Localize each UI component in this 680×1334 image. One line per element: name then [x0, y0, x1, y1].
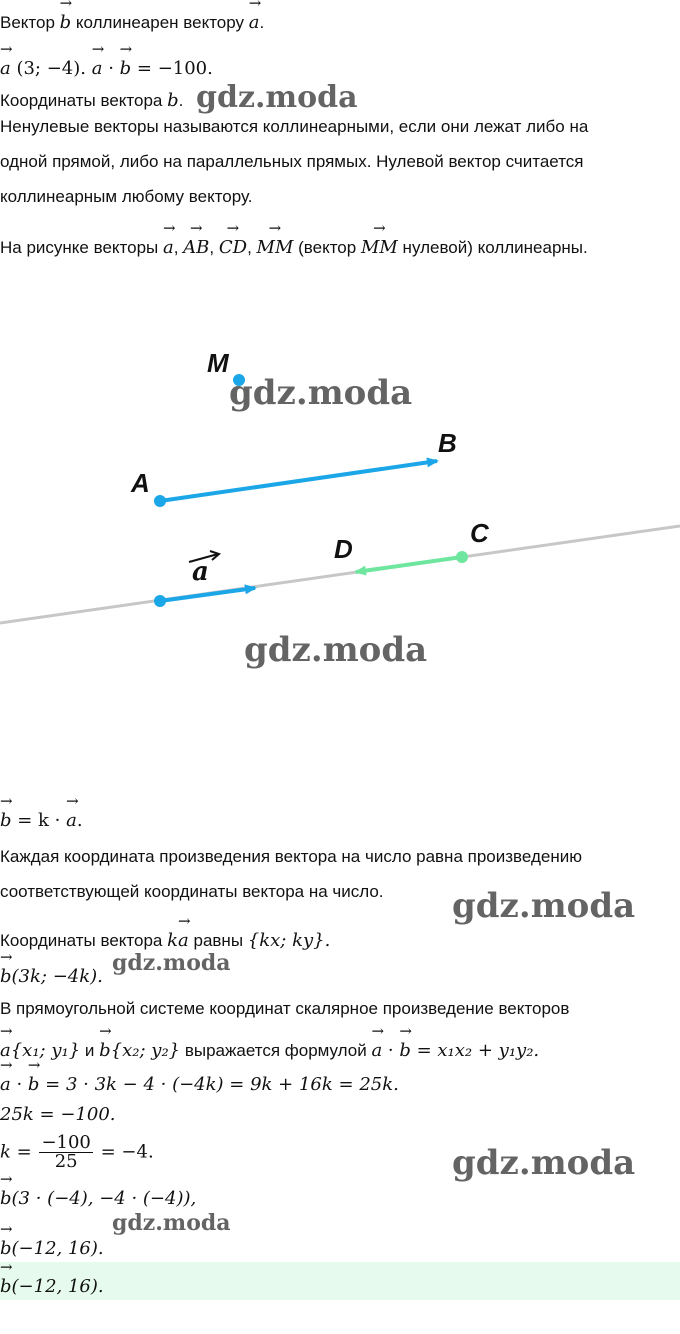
rule-line-2: соответствующей координаты вектора на число.	[0, 882, 384, 901]
coordinates-ka: Координаты вектора k→ a равны {kx; ky}.	[0, 926, 330, 952]
watermark: gdz.moda	[452, 1143, 636, 1183]
question-line: Координаты вектора b.	[0, 90, 184, 111]
vector-b: → b	[60, 8, 72, 34]
definition-line-3: коллинеарным любому вектору.	[0, 187, 253, 206]
point-a	[154, 495, 166, 507]
b-result: → b(−12, 16).	[0, 1234, 104, 1260]
label-d: D	[334, 534, 353, 564]
answer-line: → b(−12, 16).	[0, 1272, 104, 1298]
vector-a-line	[160, 588, 255, 601]
label-c: C	[470, 518, 489, 548]
calculation-line: → a · → b = 3 · 3k − 4 · (−4k) = 9k + 16k = 25k.	[0, 1070, 399, 1096]
rule-line-1: Каждая координата произведения вектора на число равна произведению	[0, 847, 582, 866]
definition-line-2: одной прямой, либо на параллельных прямых. Нулевой вектор считается	[0, 152, 584, 171]
watermark: gdz.moda	[244, 630, 428, 670]
watermark: gdz.moda	[112, 1210, 231, 1236]
definition-line-1: Ненулевые векторы называются коллинеарными, если они лежат либо на	[0, 117, 589, 136]
label-a: A	[131, 468, 150, 498]
watermark: gdz.moda	[196, 80, 358, 115]
watermark: gdz.moda	[452, 886, 636, 926]
scalar-line-1: В прямоугольной системе координат скалярное произведение векторов	[0, 999, 570, 1018]
watermark: gdz.moda	[112, 950, 231, 976]
b-coords-k: → b(3k; −4k).	[0, 962, 103, 988]
label-m: M	[207, 348, 229, 378]
given-line-1: Вектор → b коллинеарен вектору → a.	[0, 8, 264, 34]
label-b: B	[438, 428, 457, 458]
label-vec-a: a	[192, 557, 209, 587]
watermark: gdz.moda	[229, 373, 413, 413]
vector-a-start	[154, 595, 166, 607]
scalar-line-2: → a{x₁; y₁} и → b{x₂; y₂} выражается формулой → a · → b = x₁x₂ + y₁y₂.	[0, 1036, 539, 1062]
equation-25k: 25k = −100.	[0, 1104, 116, 1125]
figure-caption: На рисунке векторы → a, → AB, → CD, → MM (вектор → MM нулевой) коллинеарны.	[0, 233, 588, 259]
equation-b-ka: → b = k · → a.	[0, 806, 83, 832]
vector-cd	[356, 557, 462, 572]
point-c	[456, 551, 468, 563]
given-line-2: → a (3; −4). → a · → b = −100.	[0, 54, 213, 80]
vector-ab	[160, 461, 437, 501]
b-substitution: → b(3 · (−4), −4 · (−4)),	[0, 1184, 196, 1210]
k-fraction: k = $\frac{-100}{25}$ = −4.	[0, 1132, 154, 1172]
vector-a: → a	[249, 8, 260, 34]
